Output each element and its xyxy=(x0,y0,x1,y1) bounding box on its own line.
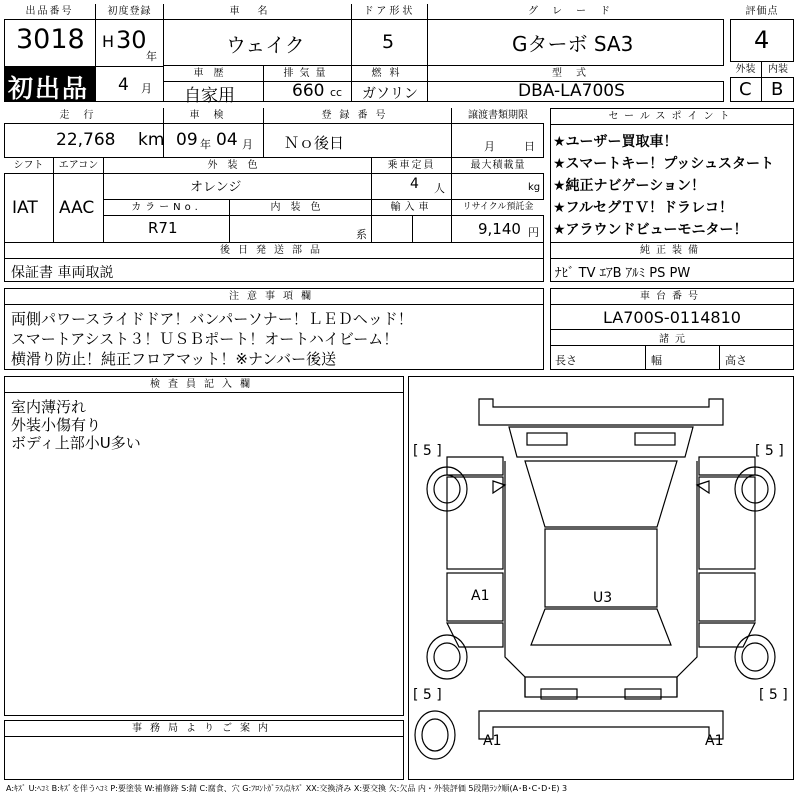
factory-equipment-label: 純正装備 xyxy=(551,243,793,259)
front-bumper xyxy=(479,399,723,425)
exterior-grade-cell xyxy=(730,62,762,102)
plate-cell xyxy=(264,108,452,158)
dims-label: 諸元 xyxy=(659,334,691,345)
spare-tire xyxy=(415,711,455,759)
recycle-label: リサイクル預託金 xyxy=(452,200,544,216)
door-label: ドア形状 xyxy=(352,4,427,20)
car-name-cell xyxy=(164,4,352,66)
legend: A:ｷｽﾞ U:ﾍｺﾐ B:ｷｽﾞを伴うﾍｺﾐ P:要塗装 W:補修跡 S:錆 C:腐食、穴 G:ﾌﾛﾝﾄｶﾞﾗｽ点ｷｽﾞ XX:交換済み X:要交換 欠:欠品 内・外装評価 5段階ﾗﾝｸ順(A･B･C･D･E) 3 xyxy=(6,784,568,793)
ac-cell xyxy=(54,158,104,243)
chassis-box xyxy=(550,288,794,370)
fuel-label: 燃料 xyxy=(352,66,427,82)
tread-rear-left: [ 5 ] xyxy=(413,687,442,703)
sales-point-5: ★アラウンドビューモニター！ xyxy=(553,222,748,238)
month-unit: 月 xyxy=(141,82,152,95)
displacement-unit: cc xyxy=(330,86,343,99)
inspection-year: 09 xyxy=(176,130,198,150)
later-parts-label: 後日発送部品 xyxy=(5,243,543,259)
notes-line-2: スマートアシスト３！ＵＳＢポート！オートハイビーム！ xyxy=(11,330,399,348)
model: DBA-LA700S xyxy=(518,81,625,101)
grade: Gターボ SA3 xyxy=(512,32,634,56)
body-right xyxy=(677,461,697,697)
mark-rear-right: A1 xyxy=(705,733,724,749)
right-rear-fender xyxy=(699,623,755,647)
history-label: 車歴 xyxy=(164,66,263,82)
notes-box xyxy=(4,288,544,370)
wheel-rear-left xyxy=(427,635,467,679)
inspection-label: 車検 xyxy=(164,108,263,124)
office-label: 事務局よりご案内 xyxy=(5,721,403,737)
headlight-right xyxy=(635,433,675,445)
left-front-door xyxy=(447,477,503,569)
capacity-cell xyxy=(372,158,452,200)
ac: AAC xyxy=(59,198,95,218)
displacement: 660 xyxy=(292,81,325,101)
interior-color-unit: 系 xyxy=(356,228,367,241)
shift-label: シフト xyxy=(4,158,53,174)
car-diagram xyxy=(408,376,794,780)
recycle: 9,140 xyxy=(478,220,521,238)
notes-label: 注意事項欄 xyxy=(5,289,543,305)
wheel-rear-right xyxy=(735,635,775,679)
year-unit: 年 xyxy=(146,50,157,63)
interior-grade: B xyxy=(771,79,784,100)
capacity-unit: 人 xyxy=(434,182,445,195)
import-cell xyxy=(372,200,452,243)
chassis-label: 車台番号 xyxy=(551,289,793,305)
sales-point-3: ★純正ナビゲーション！ xyxy=(553,178,705,194)
history-cell xyxy=(164,66,264,106)
interior-grade-label: 内装 xyxy=(762,62,794,78)
load-label: 最大積載量 xyxy=(452,158,544,174)
hood xyxy=(509,427,693,457)
recycle-unit: 円 xyxy=(528,226,539,239)
lot-label: 出品番号 xyxy=(4,4,95,20)
headlight-left xyxy=(527,433,567,445)
lot-cell xyxy=(4,4,96,67)
mark-roof: U3 xyxy=(593,590,613,606)
car-name-label: 車名 xyxy=(164,4,351,20)
color-no-label: カラーNo. xyxy=(104,200,229,216)
grade-label: グレード xyxy=(428,4,724,20)
factory-equipment-box xyxy=(550,242,794,282)
first-listing-text: 初出品 xyxy=(8,74,90,103)
sales-points-box xyxy=(550,108,794,243)
right-front-door xyxy=(699,477,755,569)
color-no-cell xyxy=(104,200,230,243)
color: オレンジ xyxy=(190,180,242,195)
mileage-label: 走行 xyxy=(4,108,163,124)
mark-left-door: A1 xyxy=(471,588,490,604)
score-label: 評価点 xyxy=(730,4,794,20)
first-listing-badge xyxy=(4,66,96,102)
import-label: 輸入車 xyxy=(372,200,451,216)
left-rear-fender xyxy=(447,623,503,647)
inspection-cell xyxy=(164,108,264,158)
capacity-label: 乗車定員 xyxy=(372,158,451,174)
color-label: 外装色 xyxy=(104,158,371,174)
recycle-cell xyxy=(452,200,544,243)
mileage: 22,768 xyxy=(56,130,116,150)
inspection-month-unit: 月 xyxy=(242,138,253,151)
registration-cell xyxy=(96,4,164,102)
fuel: ガソリン xyxy=(362,86,418,102)
inspector-line-1: 室内薄汚れ xyxy=(11,398,87,416)
color-no: R71 xyxy=(148,219,178,237)
right-rear-door xyxy=(699,573,755,621)
year: 30 xyxy=(116,26,147,54)
sales-points-label: セールスポイント xyxy=(551,109,793,125)
car-name: ウェイク xyxy=(226,33,305,57)
inspection-month: 04 xyxy=(216,130,238,150)
shift: IAT xyxy=(12,198,38,218)
transfer-month-unit: 月 xyxy=(484,140,495,153)
inspection-year-unit: 年 xyxy=(200,138,211,151)
notes-line-3: 横滑り防止！純正フロアマット！※ナンバー後送 xyxy=(11,350,337,368)
fuel-cell xyxy=(352,66,428,102)
later-parts-box xyxy=(4,242,544,282)
left-front-fender xyxy=(447,457,503,475)
displacement-cell xyxy=(264,66,352,102)
interior-color-cell xyxy=(230,200,372,243)
inspector-label: 検査員記入欄 xyxy=(5,377,403,393)
sales-point-4: ★フルセグＴＶ！ドラレコ！ xyxy=(553,200,733,216)
door-cell xyxy=(352,4,428,66)
inspector-line-3: ボディ上部小U多い xyxy=(11,434,141,452)
history: 自家用 xyxy=(184,86,235,106)
height-label: 高さ xyxy=(725,354,747,367)
ac-label: エアコン xyxy=(54,158,103,174)
registration-label: 初度登録 xyxy=(96,4,163,20)
mileage-cell xyxy=(4,108,164,158)
inspector-line-2: 外装小傷有り xyxy=(11,416,102,434)
factory-equipment-value: ﾅﾋﾞ TV ｴｱB ｱﾙﾐ PS PW xyxy=(555,266,691,281)
score-cell xyxy=(730,4,794,62)
load-unit: kg xyxy=(528,182,541,193)
era: H xyxy=(102,32,115,51)
rear-gate xyxy=(525,677,677,697)
lot-number: 3018 xyxy=(16,24,85,55)
car-diagram-svg xyxy=(409,377,793,779)
office-box xyxy=(4,720,404,780)
mileage-unit: km xyxy=(138,130,165,150)
score: 4 xyxy=(754,26,770,54)
plate: Ｎｏ後日 xyxy=(284,134,345,152)
interior-grade-cell xyxy=(762,62,794,102)
rear-window xyxy=(531,609,671,645)
width-label: 幅 xyxy=(651,354,662,367)
tread-front-right: [ 5 ] xyxy=(755,443,784,459)
rear-bumper xyxy=(479,711,723,739)
notes-line-1: 両側パワースライドドア！バンパーソナー！ＬＥＤヘッド！ xyxy=(11,310,413,328)
interior-color-label: 内装色 xyxy=(230,200,371,216)
tread-rear-right: [ 5 ] xyxy=(759,687,788,703)
tread-front-left: [ 5 ] xyxy=(413,443,442,459)
windshield xyxy=(525,461,677,527)
inspector-box xyxy=(4,376,404,716)
load-cell xyxy=(452,158,544,200)
sales-point-2: ★スマートキー！プッシュスタート xyxy=(553,156,775,172)
month: 4 xyxy=(118,75,129,95)
exterior-grade: C xyxy=(739,79,752,100)
color-cell xyxy=(104,158,372,200)
mark-rear-left: A1 xyxy=(483,733,502,749)
displacement-label: 排気量 xyxy=(264,66,351,82)
capacity: 4 xyxy=(410,176,419,192)
transfer-day-unit: 日 xyxy=(524,140,535,153)
later-parts-value: 保証書 車両取説 xyxy=(11,265,114,281)
body-left xyxy=(505,461,525,697)
exterior-grade-label: 外装 xyxy=(730,62,761,78)
right-front-fender xyxy=(699,457,755,475)
length-label: 長さ xyxy=(555,354,577,367)
model-cell xyxy=(428,66,724,102)
plate-label: 登録番号 xyxy=(264,108,451,124)
chassis-number: LA700S-0114810 xyxy=(603,308,741,327)
doors: 5 xyxy=(382,31,395,53)
transfer-label: 譲渡書類期限 xyxy=(452,108,544,124)
shift-cell xyxy=(4,158,54,243)
model-label: 型式 xyxy=(428,66,724,82)
sales-point-1: ★ユーザー買取車！ xyxy=(553,134,678,150)
grade-cell xyxy=(428,4,724,66)
transfer-cell xyxy=(452,108,544,158)
